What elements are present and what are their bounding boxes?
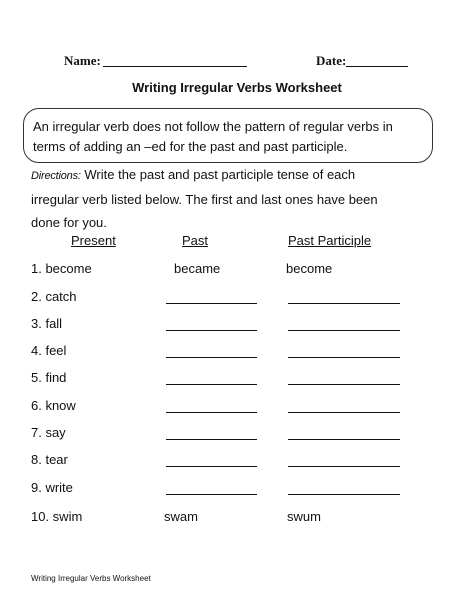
past-participle-blank[interactable]	[288, 412, 400, 413]
verb-present: 7. say	[31, 425, 66, 440]
past-participle-blank[interactable]	[288, 466, 400, 467]
footer-text: Writing Irregular Verbs Worksheet	[31, 574, 151, 583]
date-field[interactable]	[346, 66, 408, 67]
worksheet-title: Writing Irregular Verbs Worksheet	[132, 80, 342, 95]
table-row	[0, 452, 474, 472]
verb-present: 1. become	[31, 261, 92, 276]
verb-present: 6. know	[31, 398, 76, 413]
past-blank[interactable]	[166, 466, 257, 467]
info-line-2: terms of adding an –ed for the past and past participle.	[33, 139, 348, 154]
table-row	[0, 343, 474, 363]
past-blank[interactable]	[166, 303, 257, 304]
verb-present: 3. fall	[31, 316, 63, 331]
verb-present: 8. tear	[31, 452, 68, 467]
date-label: Date:	[316, 53, 347, 68]
directions-text-1: Write the past and past participle tense of each	[80, 167, 356, 182]
verb-present: 10. swim	[31, 509, 83, 524]
directions-text-2: irregular verb listed below. The first and last ones have been	[31, 192, 378, 207]
past-blank[interactable]	[166, 494, 257, 495]
past-participle-blank[interactable]	[288, 494, 400, 495]
past-participle-blank[interactable]	[288, 384, 400, 385]
table-row	[0, 289, 474, 309]
past-participle-blank[interactable]	[288, 303, 400, 304]
verb-present: 2. catch	[31, 289, 77, 304]
past-blank[interactable]	[166, 330, 257, 331]
table-row	[0, 370, 474, 390]
table-row	[0, 261, 474, 281]
column-present: Present	[71, 233, 116, 248]
past-participle-blank[interactable]	[288, 330, 400, 331]
table-row	[0, 509, 474, 529]
directions-text-3: done for you.	[31, 215, 107, 230]
past-blank[interactable]	[166, 384, 257, 385]
past-answer: became	[174, 261, 221, 276]
table-row	[0, 398, 474, 418]
info-line-1: An irregular verb does not follow the pattern of regular verbs in	[33, 119, 393, 134]
verb-present: 5. find	[31, 370, 67, 385]
column-past-participle: Past Participle	[288, 233, 372, 248]
info-box	[23, 108, 433, 163]
past-participle-blank[interactable]	[288, 357, 400, 358]
verb-present: 4. feel	[31, 343, 67, 358]
past-blank[interactable]	[166, 357, 257, 358]
table-row	[0, 316, 474, 336]
past-answer: swam	[164, 509, 198, 524]
past-participle-answer: swum	[287, 509, 321, 524]
table-row	[0, 480, 474, 500]
past-blank[interactable]	[166, 412, 257, 413]
name-label: Name:	[64, 53, 101, 68]
table-row	[0, 425, 474, 445]
past-participle-answer: become	[286, 261, 333, 276]
past-blank[interactable]	[166, 439, 257, 440]
column-past: Past	[182, 233, 209, 248]
directions-label: Directions:	[31, 170, 81, 182]
past-participle-blank[interactable]	[288, 439, 400, 440]
directions	[31, 163, 441, 234]
name-field[interactable]	[103, 66, 247, 67]
verb-present: 9. write	[31, 480, 73, 495]
